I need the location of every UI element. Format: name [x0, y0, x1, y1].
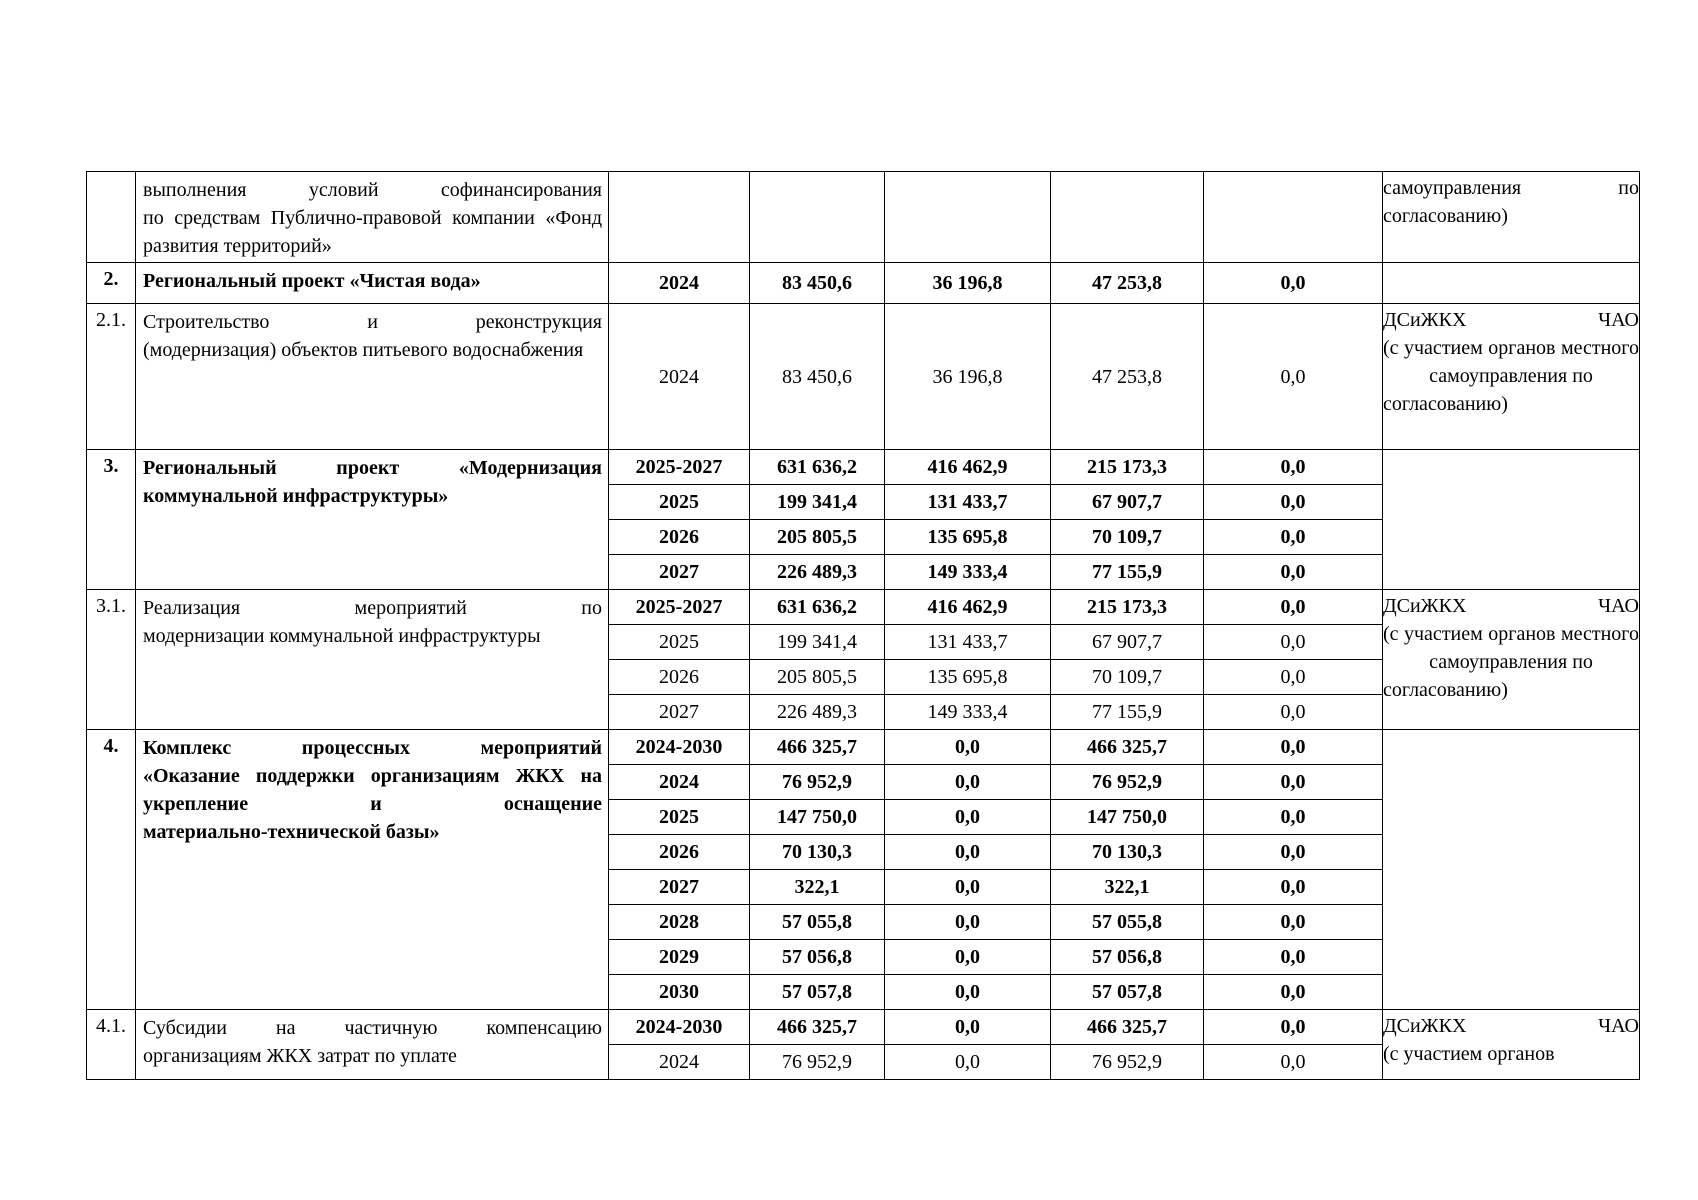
period-cell: 2024-2030	[609, 730, 750, 765]
table-row	[87, 304, 1640, 450]
total-cell: 199 341,4	[750, 485, 885, 520]
federal-budget-cell: 0,0	[885, 835, 1051, 870]
period-cell: 2024	[609, 1045, 750, 1080]
other-sources-cell: 0,0	[1204, 765, 1383, 800]
regional-budget-cell: 47 253,8	[1051, 304, 1204, 450]
table-row	[87, 263, 1640, 304]
regional-budget-cell: 215 173,3	[1051, 450, 1204, 485]
regional-budget-cell: 70 130,3	[1051, 835, 1204, 870]
responsible-executor	[1383, 730, 1640, 1010]
table-body	[87, 172, 1640, 1080]
total-cell: 57 056,8	[750, 940, 885, 975]
row-number: 3.	[87, 450, 136, 590]
regional-budget-cell: 466 325,7	[1051, 1010, 1204, 1045]
regional-budget-cell: 57 057,8	[1051, 975, 1204, 1010]
total-cell: 322,1	[750, 870, 885, 905]
federal-budget-cell: 416 462,9	[885, 450, 1051, 485]
total-cell: 147 750,0	[750, 800, 885, 835]
period-cell: 2027	[609, 555, 750, 590]
responsible-executor: самоуправления по согласованию)	[1383, 172, 1640, 263]
federal-budget-cell	[885, 172, 1051, 263]
federal-budget-cell: 131 433,7	[885, 625, 1051, 660]
activity-name: выполнения условий софинансирования по средствам Публично-правовой компании «Фонд развития территорий»	[136, 172, 609, 263]
federal-budget-cell: 131 433,7	[885, 485, 1051, 520]
total-cell: 83 450,6	[750, 304, 885, 450]
total-cell: 226 489,3	[750, 555, 885, 590]
other-sources-cell: 0,0	[1204, 450, 1383, 485]
responsible-executor: ДСиЖКХ ЧАО (с участием органов местного самоуправления по согласованию)	[1383, 304, 1640, 450]
period-cell: 2025	[609, 800, 750, 835]
period-cell: 2024	[609, 765, 750, 800]
total-cell: 57 055,8	[750, 905, 885, 940]
regional-budget-cell: 67 907,7	[1051, 485, 1204, 520]
federal-budget-cell: 135 695,8	[885, 520, 1051, 555]
responsible-executor: ДСиЖКХ ЧАО (с участием органов	[1383, 1010, 1640, 1080]
other-sources-cell	[1204, 172, 1383, 263]
other-sources-cell: 0,0	[1204, 1045, 1383, 1080]
total-cell: 631 636,2	[750, 450, 885, 485]
regional-budget-cell: 67 907,7	[1051, 625, 1204, 660]
regional-budget-cell: 76 952,9	[1051, 1045, 1204, 1080]
other-sources-cell: 0,0	[1204, 660, 1383, 695]
responsible-executor: ДСиЖКХ ЧАО (с участием органов местного самоуправления по согласованию)	[1383, 590, 1640, 730]
regional-budget-cell: 57 056,8	[1051, 940, 1204, 975]
period-cell: 2030	[609, 975, 750, 1010]
row-number: 3.1.	[87, 590, 136, 730]
other-sources-cell: 0,0	[1204, 975, 1383, 1010]
regional-budget-cell: 466 325,7	[1051, 730, 1204, 765]
other-sources-cell: 0,0	[1204, 835, 1383, 870]
period-cell: 2025-2027	[609, 590, 750, 625]
total-cell: 57 057,8	[750, 975, 885, 1010]
other-sources-cell: 0,0	[1204, 800, 1383, 835]
other-sources-cell: 0,0	[1204, 1010, 1383, 1045]
regional-budget-cell: 70 109,7	[1051, 660, 1204, 695]
total-cell: 70 130,3	[750, 835, 885, 870]
total-cell: 83 450,6	[750, 263, 885, 304]
period-cell: 2024	[609, 304, 750, 450]
federal-budget-cell: 149 333,4	[885, 695, 1051, 730]
federal-budget-cell: 0,0	[885, 1010, 1051, 1045]
regional-budget-cell: 322,1	[1051, 870, 1204, 905]
federal-budget-cell: 0,0	[885, 905, 1051, 940]
regional-budget-cell: 47 253,8	[1051, 263, 1204, 304]
regional-budget-cell: 76 952,9	[1051, 765, 1204, 800]
total-cell: 205 805,5	[750, 520, 885, 555]
period-cell: 2025	[609, 485, 750, 520]
period-cell: 2026	[609, 835, 750, 870]
regional-budget-cell: 215 173,3	[1051, 590, 1204, 625]
federal-budget-cell: 0,0	[885, 870, 1051, 905]
total-cell	[750, 172, 885, 263]
period-cell: 2024	[609, 263, 750, 304]
other-sources-cell: 0,0	[1204, 730, 1383, 765]
regional-budget-cell: 77 155,9	[1051, 555, 1204, 590]
activity-name: Реализация мероприятий по модернизации коммунальной инфраструктуры	[136, 590, 609, 730]
period-cell: 2028	[609, 905, 750, 940]
federal-budget-cell: 149 333,4	[885, 555, 1051, 590]
activity-name: Строительство и реконструкция (модернизация) объектов питьевого водоснабжения	[136, 304, 609, 450]
activity-name: Региональный проект «Чистая вода»	[136, 263, 609, 304]
regional-budget-cell: 77 155,9	[1051, 695, 1204, 730]
row-number: 2.1.	[87, 304, 136, 450]
activity-name: Региональный проект «Модернизация коммунальной инфраструктуры»	[136, 450, 609, 590]
total-cell: 226 489,3	[750, 695, 885, 730]
federal-budget-cell: 0,0	[885, 730, 1051, 765]
other-sources-cell: 0,0	[1204, 905, 1383, 940]
total-cell: 76 952,9	[750, 1045, 885, 1080]
other-sources-cell: 0,0	[1204, 940, 1383, 975]
other-sources-cell: 0,0	[1204, 263, 1383, 304]
total-cell: 76 952,9	[750, 765, 885, 800]
responsible-executor	[1383, 450, 1640, 590]
federal-budget-cell: 0,0	[885, 975, 1051, 1010]
row-number: 4.	[87, 730, 136, 1010]
other-sources-cell: 0,0	[1204, 695, 1383, 730]
activity-name: Субсидии на частичную компенсацию организациям ЖКХ затрат по уплате	[136, 1010, 609, 1080]
other-sources-cell: 0,0	[1204, 590, 1383, 625]
federal-budget-cell: 416 462,9	[885, 590, 1051, 625]
federal-budget-cell: 0,0	[885, 1045, 1051, 1080]
period-cell: 2024-2030	[609, 1010, 750, 1045]
period-cell: 2027	[609, 870, 750, 905]
federal-budget-cell: 0,0	[885, 940, 1051, 975]
table-row	[87, 450, 1640, 485]
other-sources-cell: 0,0	[1204, 555, 1383, 590]
period-cell: 2026	[609, 660, 750, 695]
federal-budget-cell: 135 695,8	[885, 660, 1051, 695]
other-sources-cell: 0,0	[1204, 625, 1383, 660]
period-cell: 2026	[609, 520, 750, 555]
period-cell	[609, 172, 750, 263]
regional-budget-cell: 70 109,7	[1051, 520, 1204, 555]
other-sources-cell: 0,0	[1204, 304, 1383, 450]
program-funding-table	[86, 171, 1640, 1080]
period-cell: 2025	[609, 625, 750, 660]
total-cell: 631 636,2	[750, 590, 885, 625]
period-cell: 2025-2027	[609, 450, 750, 485]
table-row	[87, 590, 1640, 625]
row-number	[87, 172, 136, 263]
table-row	[87, 1010, 1640, 1045]
regional-budget-cell: 147 750,0	[1051, 800, 1204, 835]
row-number: 2.	[87, 263, 136, 304]
table-row	[87, 730, 1640, 765]
other-sources-cell: 0,0	[1204, 485, 1383, 520]
federal-budget-cell: 0,0	[885, 800, 1051, 835]
total-cell: 205 805,5	[750, 660, 885, 695]
other-sources-cell: 0,0	[1204, 520, 1383, 555]
federal-budget-cell: 0,0	[885, 765, 1051, 800]
regional-budget-cell	[1051, 172, 1204, 263]
row-number: 4.1.	[87, 1010, 136, 1080]
total-cell: 466 325,7	[750, 730, 885, 765]
period-cell: 2029	[609, 940, 750, 975]
table-row	[87, 172, 1640, 263]
regional-budget-cell: 57 055,8	[1051, 905, 1204, 940]
responsible-executor	[1383, 263, 1640, 304]
activity-name: Комплекс процессных мероприятий «Оказание поддержки организациям ЖКХ на укрепление и оснащение материально-технической базы»	[136, 730, 609, 1010]
federal-budget-cell: 36 196,8	[885, 304, 1051, 450]
total-cell: 199 341,4	[750, 625, 885, 660]
other-sources-cell: 0,0	[1204, 870, 1383, 905]
period-cell: 2027	[609, 695, 750, 730]
total-cell: 466 325,7	[750, 1010, 885, 1045]
federal-budget-cell: 36 196,8	[885, 263, 1051, 304]
